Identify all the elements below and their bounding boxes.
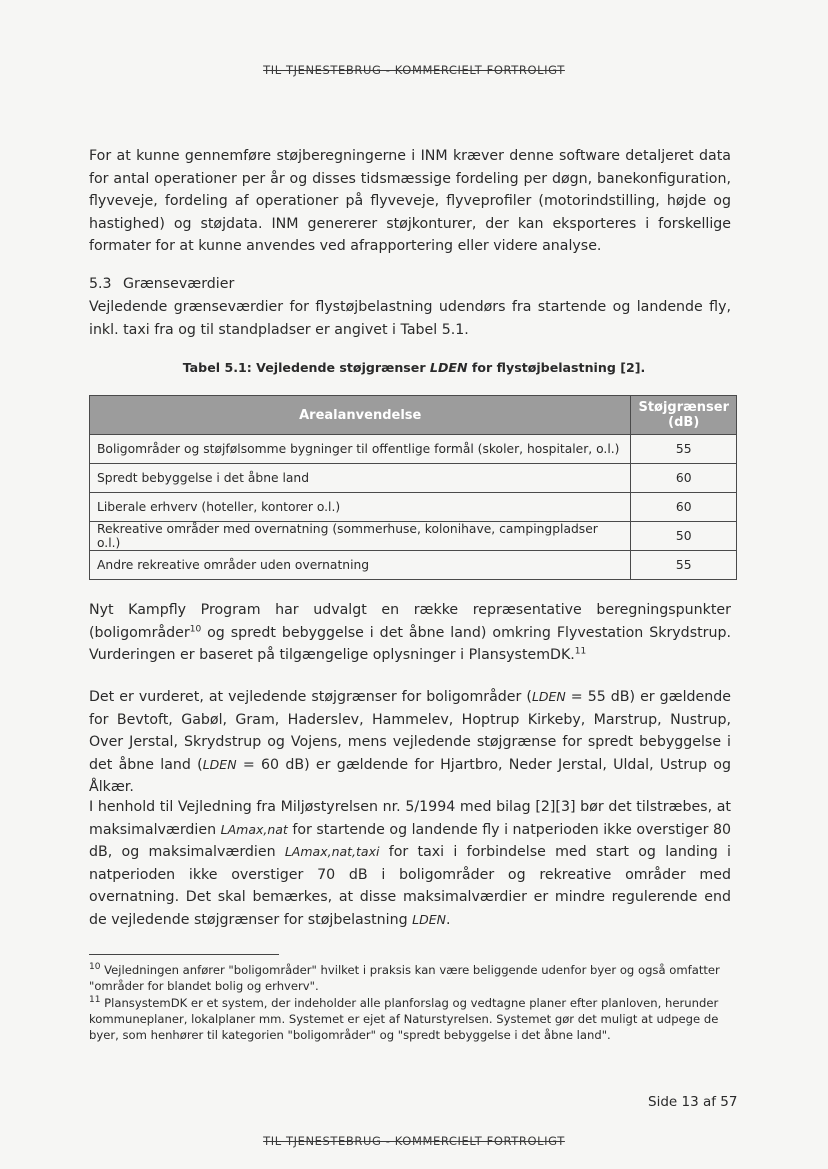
table-caption (0, 360, 828, 375)
footnote-11 (89, 995, 735, 1043)
footnote-number: 11 (89, 995, 101, 1006)
table-cell-use: Liberale erhverv (hoteller, kontorer o.l.) (90, 493, 631, 522)
para5-text-a: I henhold til Vejledning fra Miljøstyrelsen nr. 5/1994 med bilag [2][3] bør det tilstræbes, at maksimalværdien (89, 799, 731, 838)
symbol-lden: LDEN (202, 756, 237, 772)
symbol-lamax-nat: LAmax,nat (220, 821, 288, 837)
footnote-ref-11: 11 (574, 646, 587, 657)
column-header-noise-limit: Støjgrænser (dB) (631, 396, 737, 435)
para5-text-d: . (445, 911, 451, 928)
footnote-text: PlansystemDK er et system, der indeholder alle planforslag og vedtagne planer efter planloven, herunder kommuneplaner, lokalplaner mm. Systemet er ejet af Naturstyrelsen. Systemet gør det muligt at udpege de byer, som henhører til kategorien "boligområder" og "spredt bebyggelse i det åbne land". (89, 996, 719, 1042)
para4-text-a: Det er vurderet, at vejledende støjgrænser for boligområder ( (89, 689, 532, 705)
footnote-ref-10: 10 (189, 623, 202, 634)
table-cell-use: Rekreative områder med overnatning (sommerhuse, kolonihave, campingpladser o.l.) (90, 522, 631, 551)
header-classification: TIL TJENESTEBRUG - KOMMERCIELT FORTROLIGT (263, 63, 565, 77)
table-cell-limit: 50 (631, 522, 737, 551)
column-header-land-use: Arealanvendelse (90, 396, 631, 435)
footnote-divider (89, 954, 279, 955)
table-cell-limit: 60 (631, 464, 737, 493)
table-cell-use: Andre rekreative områder uden overnatning (90, 551, 631, 580)
symbol-lden: LDEN (412, 911, 446, 927)
para4-text-b: = 55 dB) er gældende for Bevtoft, Gabøl, Gram, Haderslev, Hammelev, Hoptrup Kirkeby, Marstrup, Nustrup, Over Jerstal, Skrydstrup og Vojens, mens vejledende støjgrænse for spredt bebyggelse i det åbne land ( (89, 689, 731, 773)
para3-text-a: Nyt Kampfly Program har udvalgt en række repræsentative beregningspunkter (boligområder (89, 602, 731, 641)
table-caption-suffix: for flystøjbelastning [2]. (467, 360, 646, 375)
para5-text-b: for startende og landende fly i natperioden ikke overstiger 80 dB, og maksimalværdien (89, 821, 731, 860)
paragraph-max-values (89, 796, 731, 931)
table-row (90, 551, 737, 580)
symbol-lamax-nat-taxi: LAmax,nat,taxi (284, 844, 380, 859)
paragraph-inm-data: For at kunne gennemføre støjberegningerne i INM kræver denne software detaljeret data for antal operationer per år og disses tidsmæssige fordeling per døgn, banekonfiguration, flyveveje, fordeling af operationer på flyveveje, flyveprofiler (motorindstilling, højde og hastighed) og støjdata. INM genererer støjkonturer, der kan eksporteres i forskellige formater for at kunne anvendes ved afrapportering eller videre analyse. (89, 148, 731, 254)
page-number: Side 13 af 57 (648, 1094, 738, 1110)
table-cell-use: Spredt bebyggelse i det åbne land (90, 464, 631, 493)
footer-classification: TIL TJENESTEBRUG - KOMMERCIELT FORTROLIGT (263, 1134, 565, 1148)
table-cell-limit: 55 (631, 435, 737, 464)
para4-text-c: = 60 dB) er gældende for Hjartbro, Neder Jerstal, Uldal, Ustrup og Ålkær. (89, 756, 731, 795)
footnote-10 (89, 962, 735, 994)
table-row (90, 522, 737, 551)
section-title: Grænseværdier (123, 276, 235, 292)
paragraph-limits-intro: Vejledende grænseværdier for flystøjbelastning udendørs fra startende og landende fly, inkl. taxi fra og til standpladser er angivet i Tabel 5.1. (89, 299, 731, 338)
symbol-lden: LDEN (531, 689, 566, 704)
para3-text-b: og spredt bebyggelse i det åbne land) omkring Flyvestation Skrydstrup. Vurderingen er baseret på tilgængelige oplysninger i PlansystemDK. (89, 624, 731, 663)
paragraph-assessment (89, 686, 731, 799)
noise-limits-table (89, 395, 737, 580)
table-row (90, 435, 737, 464)
table-caption-prefix: Tabel 5.1: Vejledende støjgrænser (182, 360, 430, 375)
table-caption-symbol: LDEN (429, 360, 468, 375)
section-heading (89, 273, 234, 296)
table-row (90, 464, 737, 493)
section-number: 5.3 (89, 276, 112, 292)
table-cell-limit: 60 (631, 493, 737, 522)
paragraph-measuring-points (89, 599, 731, 667)
footnote-number: 10 (89, 962, 101, 973)
table-row (90, 493, 737, 522)
table-cell-limit: 55 (631, 551, 737, 580)
table-cell-use: Boligområder og støjfølsomme bygninger til offentlige formål (skoler, hospitaler, o.l.) (90, 435, 631, 464)
para5-text-c: for taxi i forbindelse med start og landing i natperioden ikke overstiger 70 dB i boligområder og rekreative områder med overnatning. Det skal bemærkes, at disse maksimalværdier er mindre regulerende end de vejledende støjgrænser for støjbelastning (89, 844, 731, 928)
footnote-text: Vejledningen anfører "boligområder" hvilket i praksis kan være beliggende udenfor byer og også omfatter "områder for blandet bolig og erhverv". (89, 963, 720, 993)
